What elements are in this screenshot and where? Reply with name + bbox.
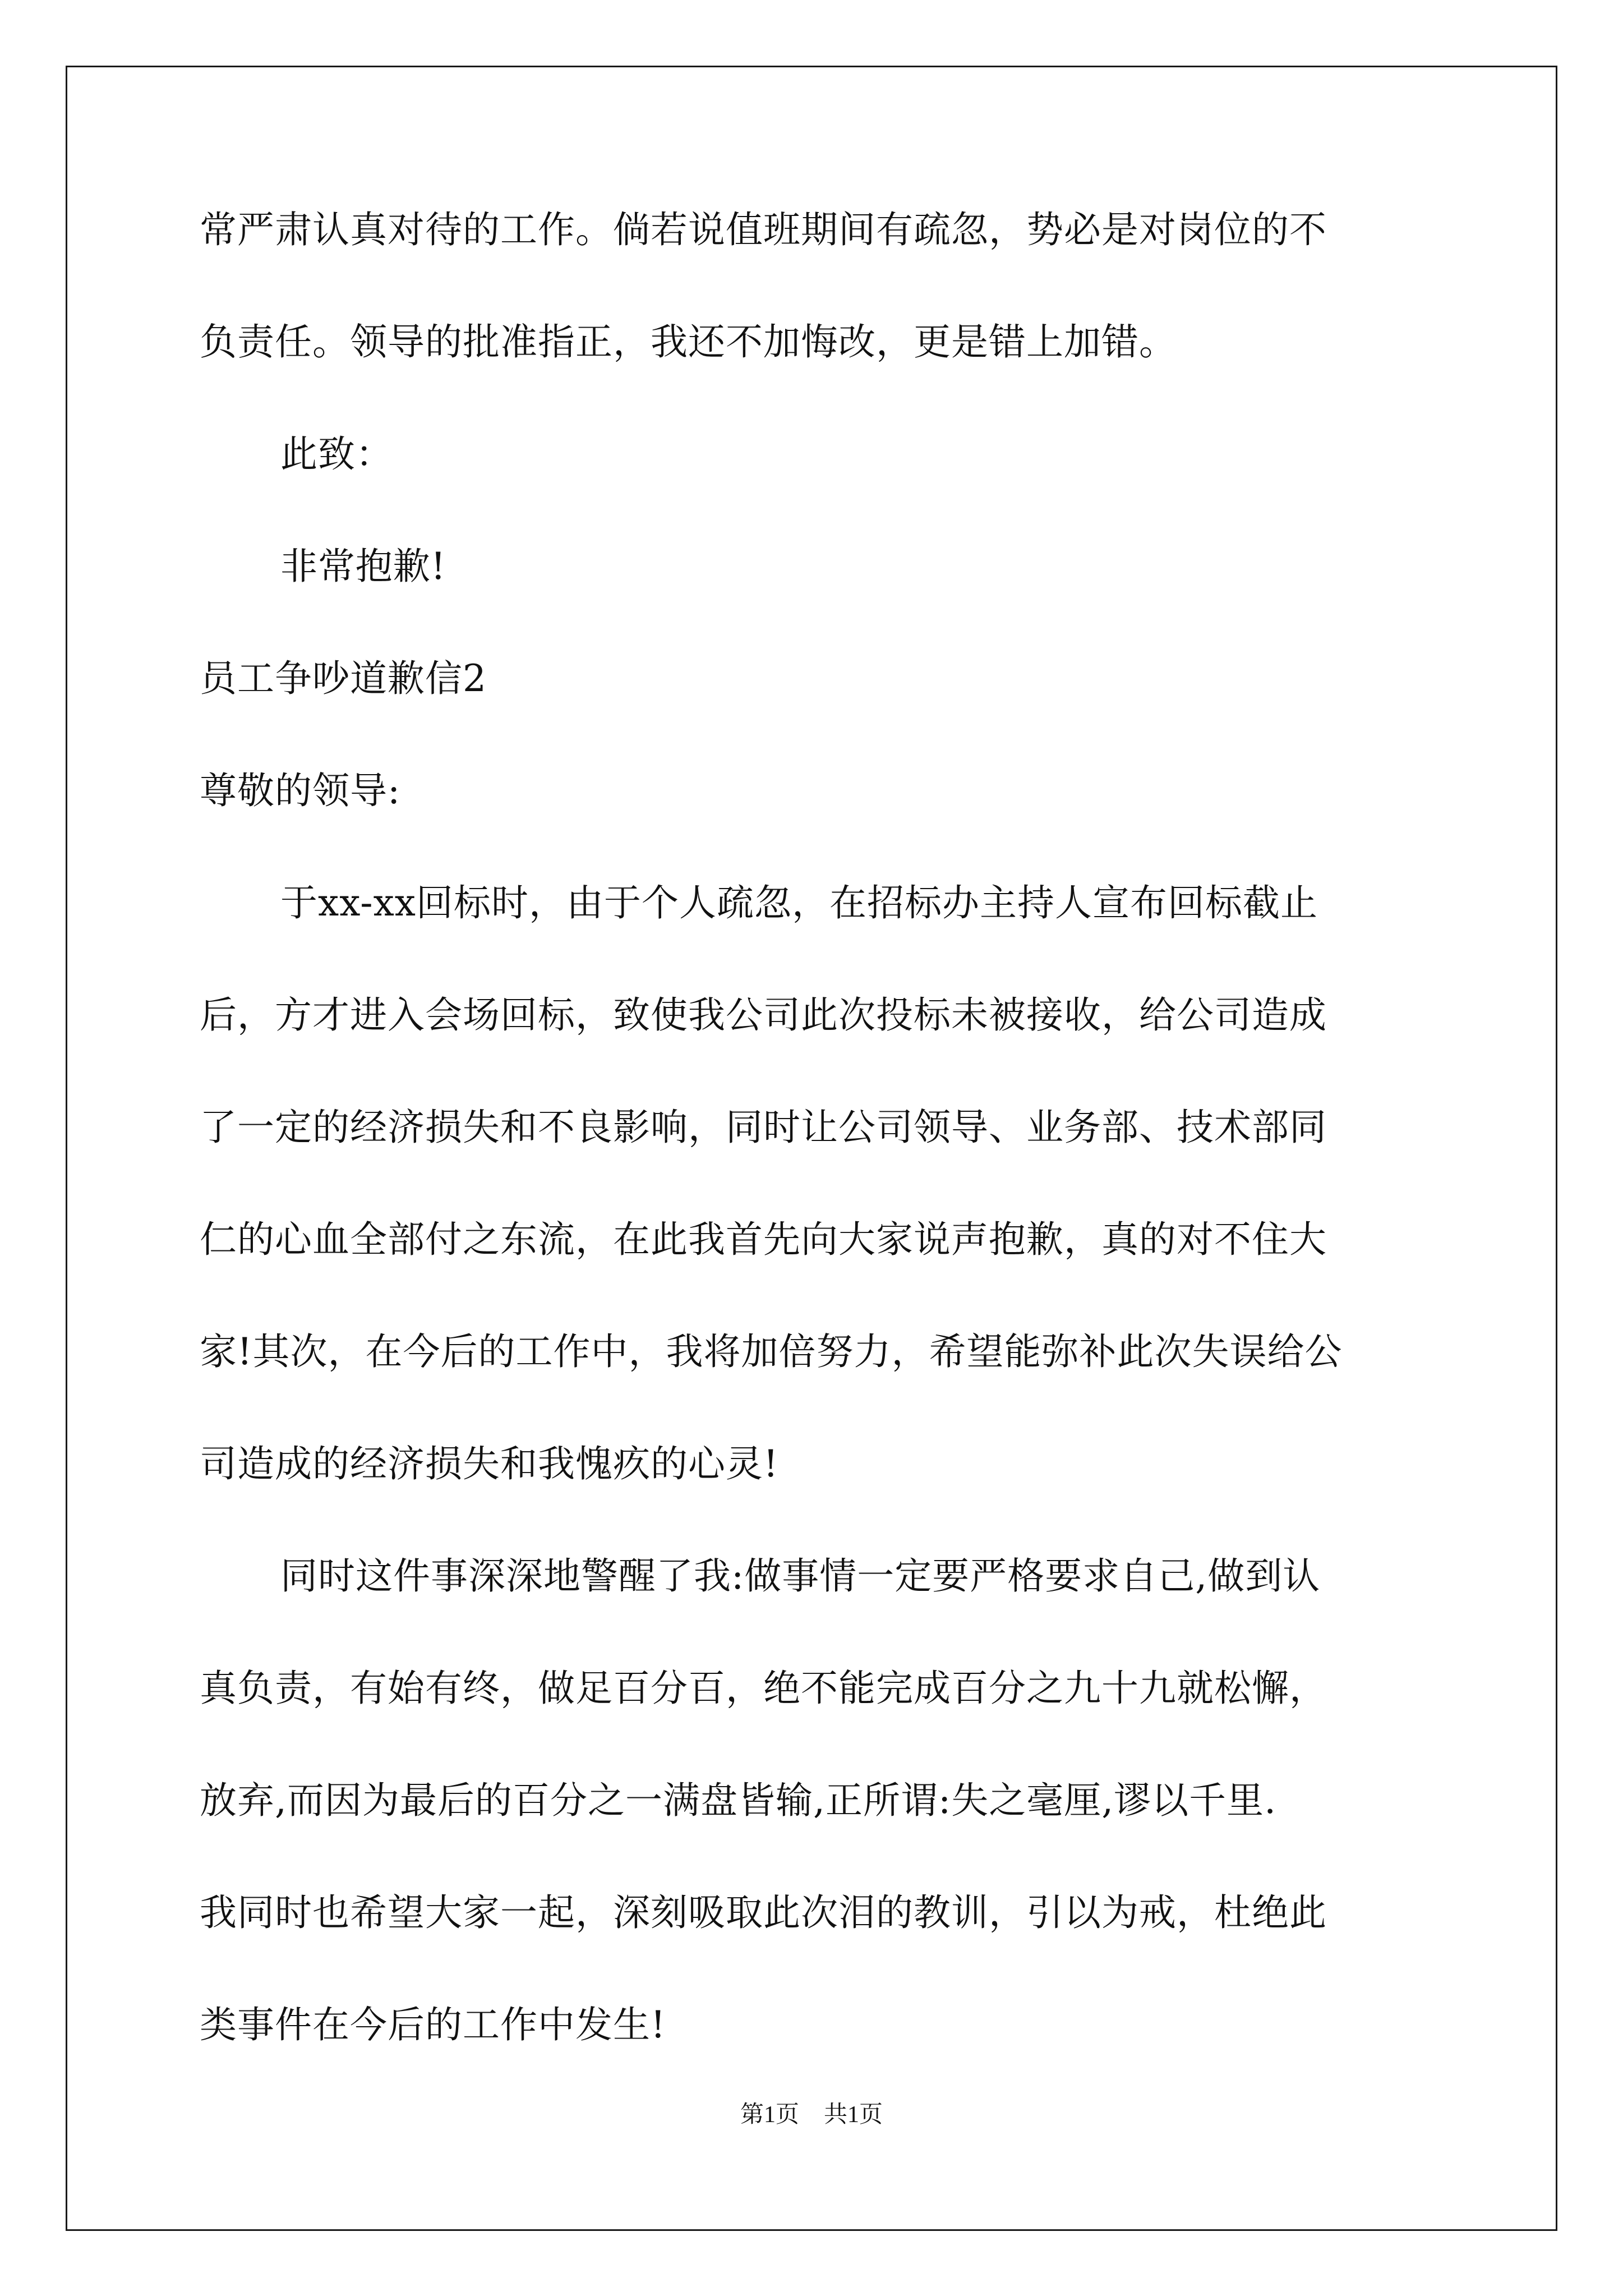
text-line: 仁的心血全部付之东流，在此我首先向大家说声抱歉，真的对不住大 bbox=[200, 1218, 1327, 1261]
closing-apology: 非常抱歉! bbox=[280, 545, 446, 588]
text-line: 于xx-xx回标时，由于个人疏忽，在招标办主持人宣布回标截止 bbox=[280, 881, 1318, 924]
text-line: 类事件在今后的工作中发生! bbox=[200, 2003, 666, 2046]
text-line: 了一定的经济损失和不良影响，同时让公司领导、业务部、技术部同 bbox=[200, 1106, 1327, 1149]
text-line: 同时这件事深深地警醒了我:做事情一定要严格要求自己,做到认 bbox=[280, 1554, 1321, 1598]
page-number-total: 共1页 bbox=[824, 2102, 883, 2128]
text-line: 真负责，有始有终，做足百分百，绝不能完成百分之九十九就松懈， bbox=[200, 1667, 1327, 1710]
text-line: 家!其次，在今后的工作中，我将加倍努力，希望能弥补此次失误给公 bbox=[200, 1330, 1343, 1373]
page-number-current: 第1页 bbox=[740, 2102, 799, 2128]
text-line: 司造成的经济损失和我愧疚的心灵! bbox=[200, 1442, 779, 1485]
closing-salutation: 此致： bbox=[280, 432, 393, 476]
text-line: 常严肃认真对待的工作。倘若说值班期间有疏忽，势必是对岗位的不 bbox=[200, 208, 1327, 251]
text-line: 我同时也希望大家一起，深刻吸取此次泪的教训，引以为戒，杜绝此 bbox=[200, 1891, 1327, 1934]
text-line: 负责任。领导的批准指正，我还不加悔改，更是错上加错。 bbox=[200, 320, 1177, 364]
letter-greeting: 尊敬的领导: bbox=[200, 769, 401, 812]
page-footer bbox=[0, 2098, 1623, 2132]
letter-title: 员工争吵道歉信2 bbox=[200, 657, 487, 700]
text-line: 放弃,而因为最后的百分之一满盘皆输,正所谓:失之毫厘,谬以千里. bbox=[200, 1779, 1277, 1822]
text-line: 后，方才进入会场回标，致使我公司此次投标未被接收，给公司造成 bbox=[200, 993, 1327, 1037]
